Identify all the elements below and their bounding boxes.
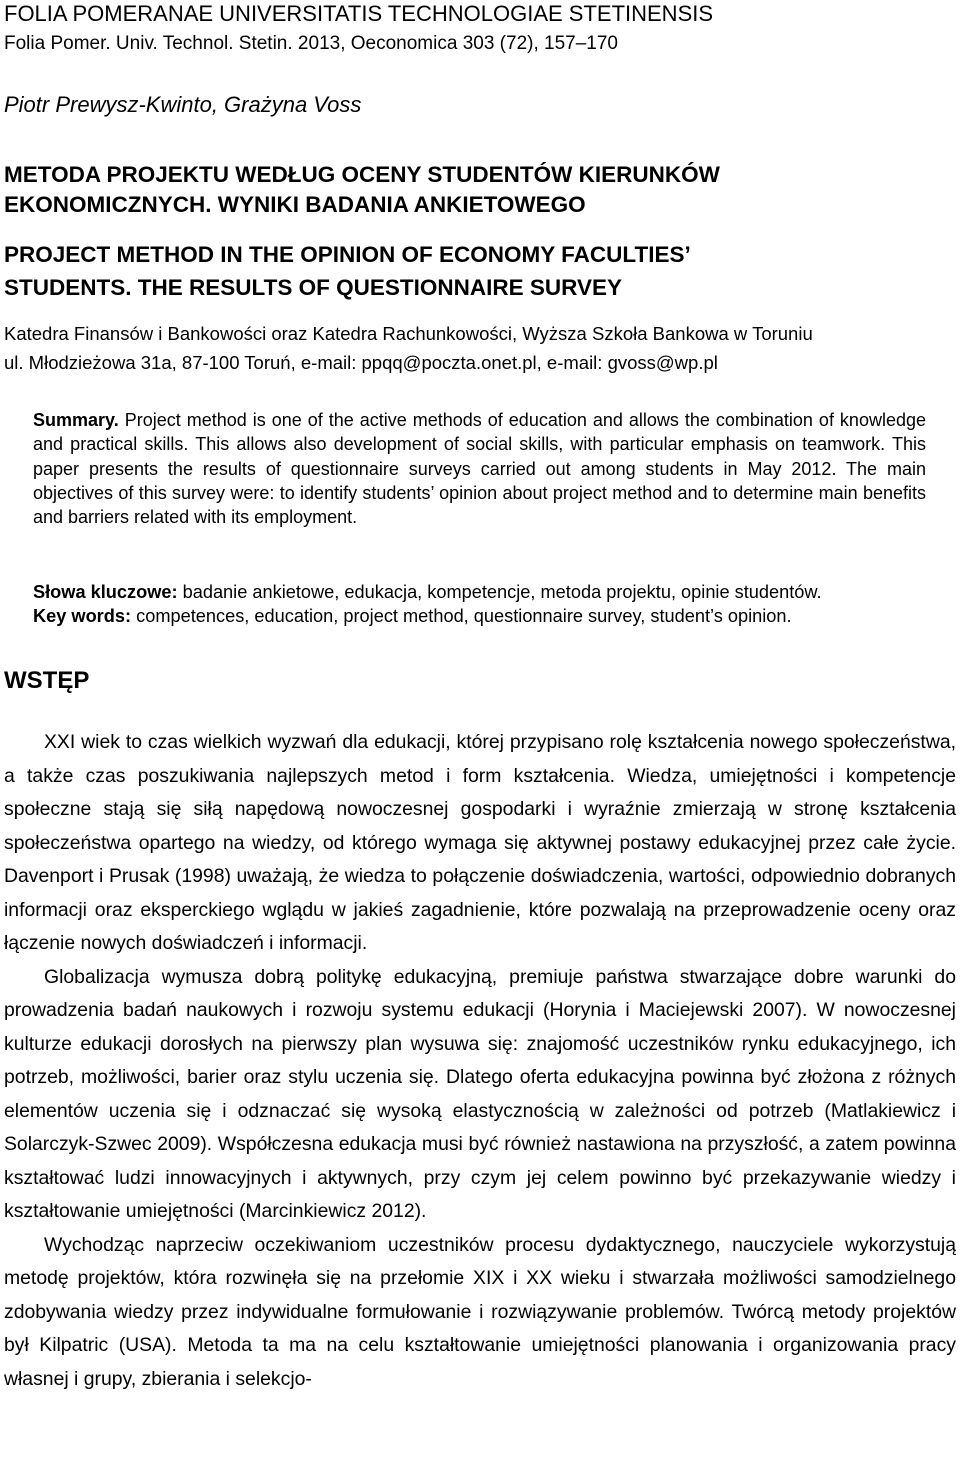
- affiliation-line-2: ul. Młodzieżowa 31a, 87-100 Toruń, e-mail: ppqq@poczta.onet.pl, e-mail: gvoss@wp.pl: [4, 352, 718, 373]
- journal-name: FOLIA POMERANAE UNIVERSITATIS TECHNOLOGIAE STETINENSIS: [4, 1, 714, 26]
- summary-block: [33, 408, 926, 529]
- title-en-line-2: STUDENTS. THE RESULTS OF QUESTIONNAIRE SURVEY: [4, 275, 622, 300]
- title-pl-line-2: EKONOMICZNYCH. WYNIKI BADANIA ANKIETOWEGO: [4, 192, 586, 217]
- keywords-en-text: competences, education, project method, questionnaire survey, student’s opinion.: [136, 606, 792, 626]
- authors: Piotr Prewysz-Kwinto, Grażyna Voss: [4, 92, 362, 117]
- paragraph: XXI wiek to czas wielkich wyzwań dla edukacji, której przypisano rolę kształcenia nowego społeczeństwa, a także czas poszukiwania najlepszych metod i form kształcenia. Wiedza, umiejętności i kompetencje społeczne stają się siłą napędową nowoczesnej gospodarki i wyraźnie zmierzają w stronę kształcenia społeczeństwa opartego na wiedzy, od którego wymaga się aktywnej postawy edukacyjnej przez całe życie. Davenport i Prusak (1998) uważają, że wiedza to połączenie doświadczenia, wartości, odpowiednio dobranych informacji oraz eksperckiego wglądu w jakieś zagadnienie, które pozwalają na przeprowadzenie oceny oraz łączenie nowych doświadczeń i informacji.: [4, 731, 956, 954]
- section-heading: WSTĘP: [4, 667, 90, 694]
- paragraph: Wychodząc naprzeciw oczekiwaniom uczestników procesu dydaktycznego, nauczyciele wykorzystują metodę projektów, która rozwinęła się na przełomie XIX i XX wieku i stwarzała możliwości samodzielnego zdobywania wiedzy przez indywidualne formułowanie i rozwiązywanie problemów. Twórcą metody projektów był Kilpatric (USA). Metoda ta ma na celu kształtowanie umiejętności planowania i organizowania pracy własnej i grupy, zbierania i selekcjo-: [4, 1233, 956, 1390]
- keywords-pl-label: Słowa kluczowe:: [33, 582, 178, 602]
- paragraph: Globalizacja wymusza dobrą politykę edukacyjną, premiuje państwa stwarzające dobre warunki do prowadzenia badań naukowych i rozwoju systemu edukacji (Horynia i Maciejewski 2007). W nowoczesnej kulturze edukacji dorosłych na pierwszy plan wysuwa się: znajomość uczestników rynku edukacyjnego, ich potrzeb, możliwości, barier oraz stylu uczenia się. Dlatego oferta edukacyjna powinna być złożona z różnych elementów uczenia się i odznaczać się wysoką elastycznością w zależności od potrzeb (Matlakiewicz i Solarczyk-Szwec 2009). Współczesna edukacja musi być również nastawiona na przyszłość, a zatem powinna kształtować ludzi innowacyjnych i aktywnych, przy czym jej celem powinno być przekazywanie wiedzy i kształtowanie umiejętności (Marcinkiewicz 2012).: [4, 965, 956, 1222]
- summary-text: Project method is one of the active methods of education and allows the combination of knowledge and practical skills. This allows also development of social skills, with particular emphasis on teamwork. This paper presents the results of questionnaire surveys carried out among students in May 2012. The main objectives of this survey were: to identify students’ opinion about project method and to determine main benefits and barriers related with its employment.: [33, 410, 926, 528]
- body-text: [4, 726, 956, 1396]
- keywords-pl: [33, 580, 933, 604]
- keywords-pl-text: badanie ankietowe, edukacja, kompetencje, metoda projektu, opinie studentów.: [182, 582, 822, 602]
- journal-citation: Folia Pomer. Univ. Technol. Stetin. 2013, Oeconomica 303 (72), 157–170: [4, 33, 618, 54]
- keywords-en-label: Key words:: [33, 606, 132, 626]
- summary-label: Summary.: [33, 410, 119, 430]
- affiliation-line-1: Katedra Finansów i Bankowości oraz Katedra Rachunkowości, Wyższa Szkoła Bankowa w Toruniu: [4, 323, 813, 344]
- title-en-line-1: PROJECT METHOD IN THE OPINION OF ECONOMY FACULTIES’: [4, 242, 691, 267]
- keywords-en: [33, 604, 933, 628]
- title-pl-line-1: METODA PROJEKTU WEDŁUG OCENY STUDENTÓW KIERUNKÓW: [4, 162, 720, 187]
